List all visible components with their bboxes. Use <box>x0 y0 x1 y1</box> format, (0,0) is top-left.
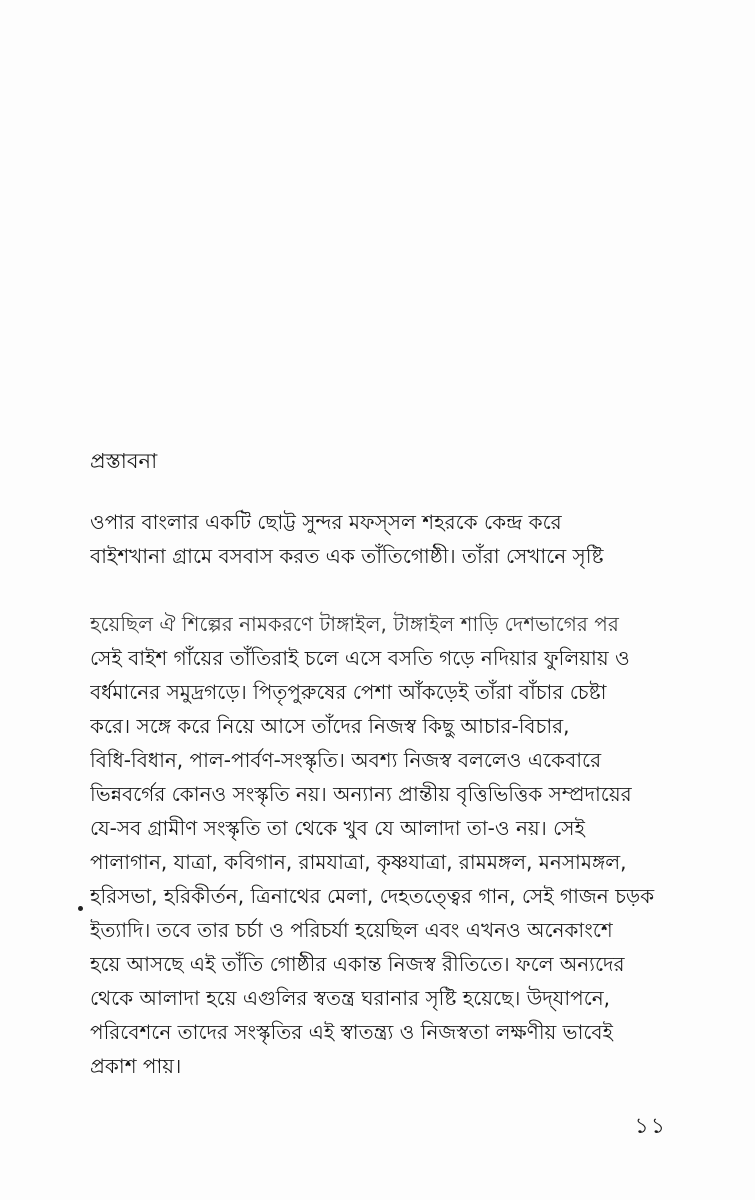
page-heading: প্রস্তাবনা <box>90 449 158 473</box>
margin-dot-mark <box>78 906 83 911</box>
paragraph-line: করে। সঙ্গে করে নিয়ে আসে তাঁদের নিজস্ব কিছু আচার-বিচার, <box>90 714 570 738</box>
page-number: ১১ <box>634 1114 667 1139</box>
paragraph-line: যে-সব গ্রামীণ সংস্কৃতি তা থেকে খুব যে আলাদা তা-ও নয়। সেই <box>90 816 585 840</box>
paragraph-line: বাইশখানা গ্রামে বসবাস করত এক তাঁতিগোষ্ঠী। তাঁরা সেখানে সৃষ্টি <box>90 544 604 568</box>
paragraph-line: প্রকাশ পায়। <box>90 1054 182 1078</box>
paragraph-line: থেকে আলাদা হয়ে এগুলির স্বতন্ত্র ঘরানার সৃষ্টি হয়েছে। উদ্‌যাপনে, <box>90 986 611 1010</box>
paragraph-line: ওপার বাংলার একটি ছোট্ট সুন্দর মফস্‌সল শহরকে কেন্দ্র করে <box>90 510 562 534</box>
paragraph-line: হয়েছিল ঐ শিল্পের নামকরণে টাঙ্গাইল, টাঙ্গাইল শাড়ি দেশভাগের পর <box>90 612 619 636</box>
paragraph-line: ভিন্নবর্গের কোনও সংস্কৃতি নয়। অন্যান্য প্রান্তীয় বৃত্তিভিত্তিক সম্প্রদায়ের <box>90 782 632 806</box>
paragraph-line: হয়ে আসছে এই তাঁতি গোষ্ঠীর একান্ত নিজস্ব রীতিতে। ফলে অন্যদের <box>90 952 625 976</box>
paragraph-line: হরিসভা, হরিকীর্তন, ত্রিনাথের মেলা, দেহতত্ত্বের গান, সেই গাজন চড়ক <box>90 884 655 908</box>
paragraph-line: পালাগান, যাত্রা, কবিগান, রামযাত্রা, কৃষ্ণযাত্রা, রামমঙ্গল, মনসামঙ্গল, <box>90 850 627 874</box>
illegible-faded-line <box>90 573 670 607</box>
paragraph-line: সেই বাইশ গাঁয়ের তাঁতিরাই চলে এসে বসতি গড়ে নদিয়ার ফুলিয়ায় ও <box>90 646 630 670</box>
paragraph-line: বিধি-বিধান, পাল-পার্বণ-সংস্কৃতি। অবশ্য নিজস্ব বললেও একেবারে <box>90 748 602 772</box>
body-paragraph <box>90 505 670 1083</box>
paragraph-line: বর্ধমানের সমুদ্রগড়ে। পিতৃপুরুষের পেশা আঁকড়েই তাঁরা বাঁচার চেষ্টা <box>90 680 607 704</box>
paragraph-line: ইত্যাদি। তবে তার চর্চা ও পরিচর্যা হয়েছিল এবং এখনও অনেকাংশে <box>90 918 613 942</box>
paragraph-line: পরিবেশনে তাদের সংস্কৃতির এই স্বাতন্ত্র্য ও নিজস্বতা লক্ষণীয় ভাবেই <box>90 1020 613 1044</box>
